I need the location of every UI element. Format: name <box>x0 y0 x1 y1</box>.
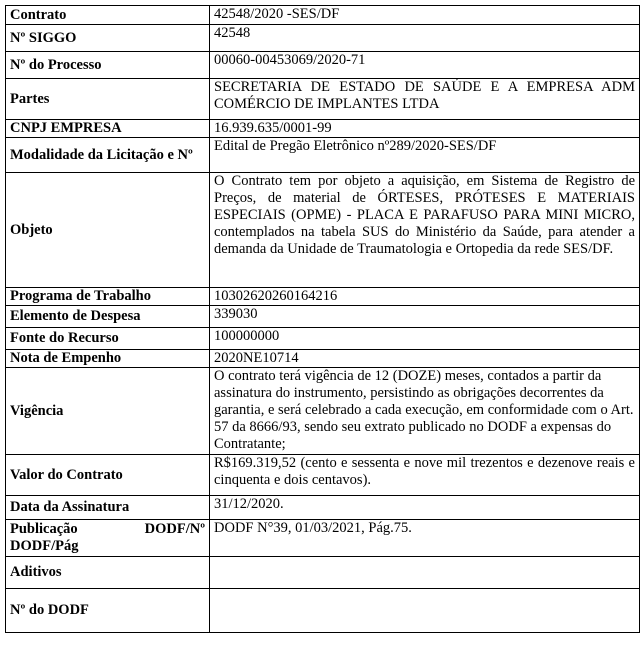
value-processo: 00060-00453069/2020-71 <box>210 52 640 79</box>
label-fonte: Fonte do Recurso <box>6 328 210 350</box>
row-nota-empenho <box>6 350 640 368</box>
row-programa <box>6 288 640 306</box>
row-siggo <box>6 25 640 52</box>
value-contrato: 42548/2020 -SES/DF <box>210 6 640 25</box>
contract-extract <box>5 5 639 633</box>
value-num-dodf <box>210 589 640 633</box>
value-vigencia: O contrato terá vigência de 12 (DOZE) meses, contados a partir da assinatura do instrumento, persistindo as obrigações decorrentes da garantia, e será celebrado a cada execução, em conformidade com o Art. 57 da 8666/93, sendo seu extrato publicado no DODF a expensas do Contratante; <box>210 368 640 455</box>
row-cnpj <box>6 120 640 138</box>
label-data-assinatura: Data da Assinatura <box>6 496 210 520</box>
label-publicacao <box>6 520 210 557</box>
label-elemento: Elemento de Despesa <box>6 306 210 328</box>
row-modalidade <box>6 138 640 173</box>
row-data-assinatura <box>6 496 640 520</box>
label-publicacao-c: DODF/Pág <box>10 538 79 554</box>
value-nota-empenho: 2020NE10714 <box>210 350 640 368</box>
label-processo: Nº do Processo <box>6 52 210 79</box>
value-modalidade: Edital de Pregão Eletrônico nº289/2020-SES/DF <box>210 138 640 173</box>
value-partes: SECRETARIA DE ESTADO DE SAÚDE E A EMPRESA ADM COMÉRCIO DE IMPLANTES LTDA <box>210 79 640 120</box>
label-publicacao-b: DODF/Nº <box>144 521 205 537</box>
value-elemento: 339030 <box>210 306 640 328</box>
row-fonte <box>6 328 640 350</box>
row-elemento <box>6 306 640 328</box>
value-objeto: O Contrato tem por objeto a aquisição, em Sistema de Registro de Preços, de material de ÓRTESES, PRÓTESES E MATERIAIS ESPECIAIS (OPME) - PLACA E PARAFUSO PARA MINI MICRO, contemplados na tabela SUS do Ministério da Saúde, para atender a demanda da Unidade de Traumatologia e Ortopedia da rede SES/DF. <box>210 173 640 288</box>
value-cnpj: 16.939.635/0001-99 <box>210 120 640 138</box>
value-publicacao: DODF N°39, 01/03/2021, Pág.75. <box>210 520 640 557</box>
row-num-dodf <box>6 589 640 633</box>
row-publicacao <box>6 520 640 557</box>
label-cnpj: CNPJ EMPRESA <box>6 120 210 138</box>
label-valor: Valor do Contrato <box>6 455 210 496</box>
value-valor: R$169.319,52 (cento e sessenta e nove mil trezentos e dezenove reais e cinquenta e dois centavos). <box>210 455 640 496</box>
value-data-assinatura: 31/12/2020. <box>210 496 640 520</box>
label-modalidade: Modalidade da Licitação e Nº <box>6 138 210 173</box>
row-contrato <box>6 6 640 25</box>
label-vigencia: Vigência <box>6 368 210 455</box>
value-programa: 10302620260164216 <box>210 288 640 306</box>
label-objeto: Objeto <box>6 173 210 288</box>
contract-table <box>5 5 640 633</box>
label-contrato: Contrato <box>6 6 210 25</box>
label-partes: Partes <box>6 79 210 120</box>
value-fonte: 100000000 <box>210 328 640 350</box>
row-aditivos <box>6 557 640 589</box>
value-siggo: 42548 <box>210 25 640 52</box>
label-publicacao-a: Publicação <box>10 521 78 537</box>
value-aditivos <box>210 557 640 589</box>
row-partes <box>6 79 640 120</box>
row-vigencia <box>6 368 640 455</box>
label-siggo: Nº SIGGO <box>6 25 210 52</box>
label-nota-empenho: Nota de Empenho <box>6 350 210 368</box>
label-programa: Programa de Trabalho <box>6 288 210 306</box>
row-valor <box>6 455 640 496</box>
row-processo <box>6 52 640 79</box>
row-objeto <box>6 173 640 288</box>
label-num-dodf: Nº do DODF <box>6 589 210 633</box>
label-aditivos: Aditivos <box>6 557 210 589</box>
